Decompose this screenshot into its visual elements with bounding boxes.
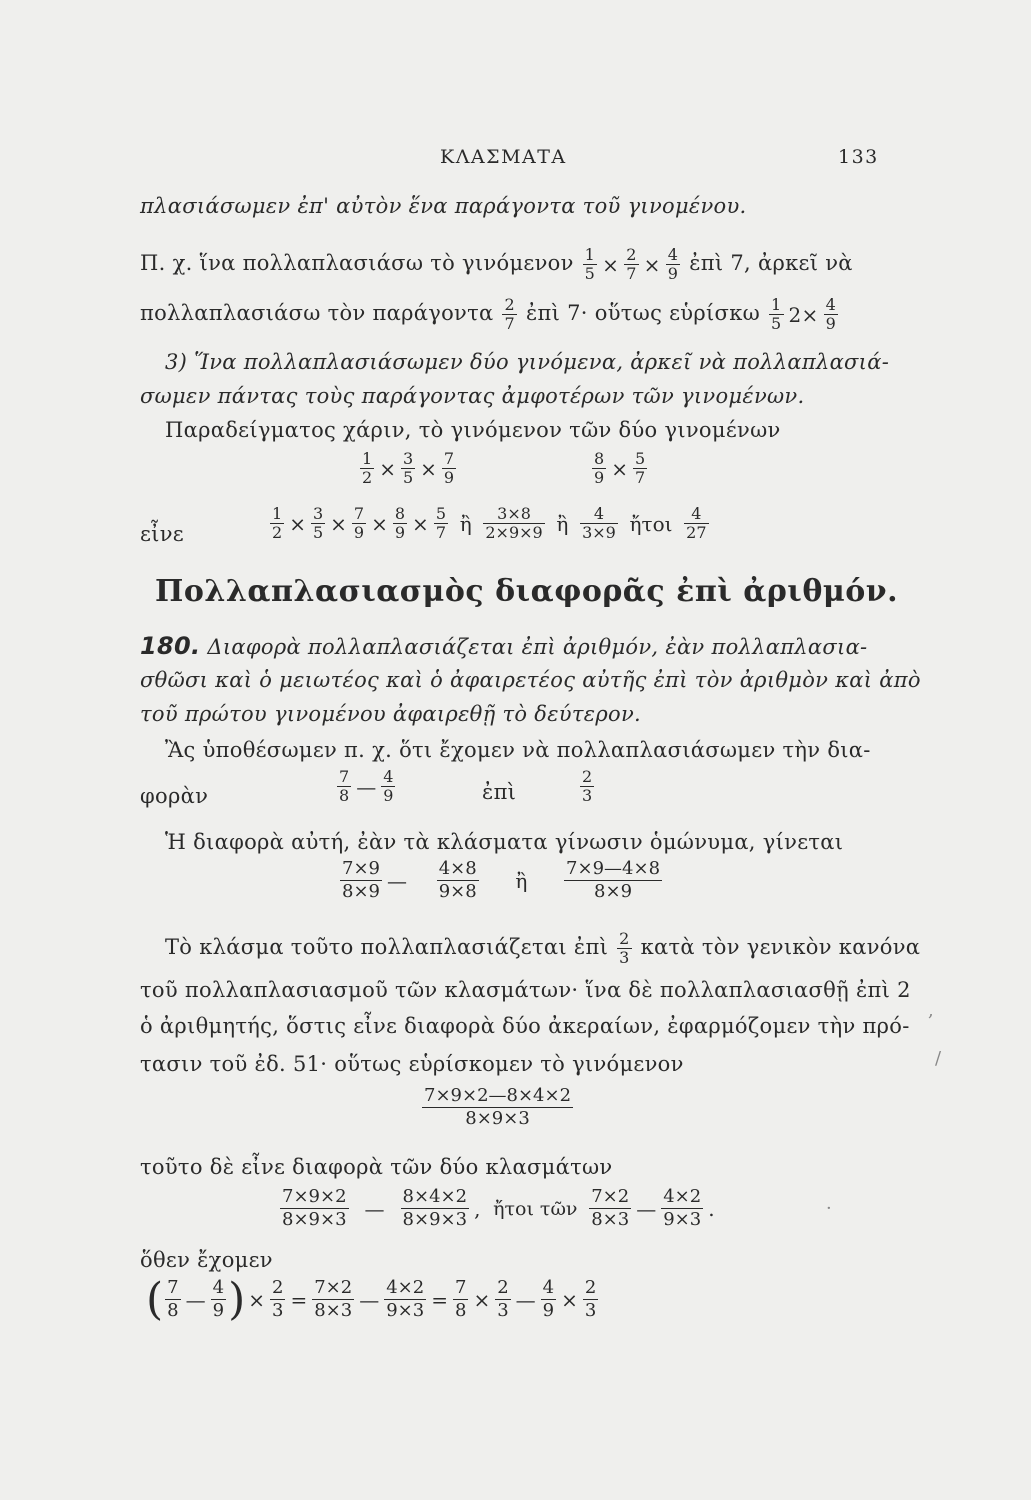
text-line: ὅθεν ἔχομεν — [140, 1248, 273, 1272]
fraction: $\frac{4}{3\times 9}$ — [582, 504, 616, 542]
fraction: $\frac{7}{9}$ — [443, 449, 455, 487]
text-run: κατὰ τὸν γενικὸν κανόνα — [640, 935, 921, 959]
fraction: $\frac{4}{9}$ — [825, 295, 837, 333]
text-line: σθῶσι καὶ ὁ μειωτέος καὶ ὁ ἀφαιρετέος αὐτῆς ἐπὶ τὸν ἀριθμὸν καὶ ἀπὸ — [140, 668, 921, 692]
fraction: $\frac{8\times 4\times 2}{8\times 9\times 3}$ — [402, 1186, 468, 1230]
equation: $\frac{7\times 9}{8\times 9}$ — $\frac{4\times 8}{9\times 8}$ ἢ $\frac{7\times 9—4\times 8}{8\times 9}$ — [342, 858, 661, 902]
fraction: $\frac{1}{5}$ — [771, 295, 782, 333]
fraction: $\frac{7}{8}$ — [167, 1277, 179, 1321]
fraction: $\frac{4}{9}$ — [212, 1277, 225, 1321]
fraction: $\frac{2}{7}$ — [626, 245, 637, 283]
fraction: $\frac{5}{7}$ — [634, 449, 646, 487]
fraction: $\frac{1}{2}$ — [272, 504, 283, 542]
fraction: $\frac{3}{5}$ — [402, 449, 414, 487]
section-heading: Πολλαπλασιασμὸς διαφορᾶς ἐπὶ ἀριθμόν. — [155, 574, 899, 609]
text-line: φορὰν — [140, 784, 209, 808]
section-number: 180. — [140, 632, 201, 660]
text-line: τοῦτο δὲ εἶνε διαφορὰ τῶν δύο κλασμάτων — [140, 1155, 613, 1179]
text-line — [140, 632, 867, 660]
text-run: ἐπὶ — [482, 780, 517, 804]
stray-mark: · — [826, 1198, 832, 1219]
text-line: πολλαπλασιάσω τὸν παράγοντα $\frac{2}{7}$ ἐπὶ 7· οὕτως εὑρίσκω $\frac{1}{5}$ 2× $\frac{4}{9}$ — [140, 295, 837, 333]
fraction: $\frac{4\times 2}{9\times 3}$ — [663, 1186, 702, 1230]
fraction: $\frac{7\times 2}{8\times 3}$ — [591, 1186, 630, 1230]
fraction: $\frac{4\times 2}{9\times 3}$ — [386, 1277, 425, 1321]
product-1: $\frac{1}{2}$ × $\frac{3}{5}$ × $\frac{7}{9}$ — [362, 449, 455, 487]
text-line: τασιν τοῦ ἐδ. 51· οὕτως εὑρίσκομεν τὸ γινόμενον — [140, 1052, 684, 1076]
stray-mark: / — [935, 1048, 942, 1069]
text-line: σωμεν πάντας τοὺς παράγοντας ἀμφοτέρων τῶν γινομένων. — [140, 384, 805, 408]
fraction: $\frac{2}{3}$ — [619, 929, 630, 967]
fraction: $\frac{7\times 9—4\times 8}{8\times 9}$ — [566, 858, 661, 902]
fraction: $\frac{4}{9}$ — [667, 245, 679, 283]
text-line: Ἂς ὑποθέσωμεν π. χ. ὅτι ἔχομεν νὰ πολλαπλασιάσωμεν τὴν δια- — [165, 738, 871, 762]
product-2: $\frac{8}{9}$ × $\frac{5}{7}$ — [594, 449, 646, 487]
fraction: $\frac{4}{9}$ — [383, 767, 394, 805]
text-line — [165, 930, 920, 967]
text-run: Π. χ. ἵνα πολλαπλασιάσω τὸ γινόμενον — [140, 251, 574, 275]
text-run: ἐπὶ 7, ἀρκεῖ νὰ — [689, 251, 853, 275]
running-title: ΚΛΑΣΜΑΤΑ — [440, 146, 567, 168]
text-line: τοῦ πολλαπλασιασμοῦ τῶν κλασμάτων· ἵνα δὲ πολλαπλασιασθῇ ἐπὶ 2 — [140, 978, 911, 1002]
fraction: $\frac{4}{27}$ — [686, 504, 707, 542]
fraction: $\frac{7\times 2}{8\times 3}$ — [314, 1277, 353, 1321]
fraction: $\frac{8}{9}$ — [394, 504, 406, 542]
fraction: $\frac{2}{3}$ — [584, 1277, 597, 1321]
equation: $\frac{7\times 9\times 2}{8\times 9\times 3}$ — $\frac{8\times 4\times 2}{8\times 9\times 3}$ , ἤτοι τῶν $\frac{7\times 2}{8\times 3}$ — $\frac{4\times 2}{9\times 3}$ . — [282, 1186, 715, 1230]
text-line: 3) Ἵνα πολλαπλασιάσωμεν δύο γινόμενα, ἀρκεῖ νὰ πολλαπλασιά- — [165, 350, 890, 374]
text-run: πολλαπλασιάσω τὸν παράγοντα — [140, 301, 494, 325]
text-run: ἐπὶ 7· οὕτως εὑρίσκω — [525, 301, 761, 325]
fraction: $\frac{1}{5}$ — [584, 245, 596, 283]
fraction: $\frac{4}{9}$ — [542, 1277, 555, 1321]
fraction: $\frac{7\times 9\times 2}{8\times 9\times 3}$ — [282, 1186, 347, 1230]
page-number: 133 — [838, 146, 879, 168]
text-line: Ἡ διαφορὰ αὐτή, ἐὰν τὰ κλάσματα γίνωσιν ὁμώνυμα, γίνεται — [165, 830, 844, 854]
fraction: $\frac{2}{3}$ — [272, 1277, 284, 1321]
fraction: $\frac{2}{3}$ — [582, 767, 593, 805]
fraction: $\frac{4\times 8}{9\times 8}$ — [438, 858, 477, 902]
text-line: ὁ ἀριθμητής, ὅστις εἶνε διαφορὰ δύο ἀκεραίων, ἐφαρμόζομεν τὴν πρό- — [140, 1014, 910, 1038]
equation: $\frac{1}{2}$ × $\frac{3}{5}$ × $\frac{7}{9}$ × $\frac{8}{9}$ × $\frac{5}{7}$ ἢ $\frac{3\times 8}{2\times 9\times 9}$ ἢ $\frac{4}{3\times 9}$ ἤτοι $\frac{4}{27}$ — [272, 504, 707, 542]
fraction: $\frac{3\times 8}{2\times 9\times 9}$ — [485, 504, 543, 542]
fraction: $\frac{8}{9}$ — [594, 449, 605, 487]
text-run: Διαφορὰ πολλαπλασιάζεται ἐπὶ ἀριθμόν, ἐὰν πολλαπλασια- — [207, 635, 868, 659]
text-line: πλασιάσωμεν ἐπ' αὐτὸν ἕνα παράγοντα τοῦ γινομένου. — [140, 194, 747, 218]
final-equation: ( $\frac{7}{8}$ — $\frac{4}{9}$ ) × $\frac{2}{3}$ = $\frac{7\times 2}{8\times 3}$ — $\frac{4\times 2}{9\times 3}$ = $\frac{7}{8}$ × $\frac{2}{3}$ — $\frac{4}{9}$ × $\frac{2}{3}$ — [146, 1274, 597, 1325]
fraction: $\frac{7}{8}$ — [455, 1277, 467, 1321]
text-run: Τὸ κλάσμα τοῦτο πολλαπλασιάζεται ἐπὶ — [165, 935, 609, 959]
text-line: τοῦ πρώτου γινομένου ἀφαιρεθῇ τὸ δεύτερον. — [140, 702, 641, 726]
equation — [420, 1085, 575, 1130]
fraction: $\frac{7}{8}$ — [339, 767, 350, 805]
difference: $\frac{7}{8}$ — $\frac{4}{9}$ — [339, 767, 394, 805]
text-line: Π. χ. ἵνα πολλαπλασιάσω τὸ γινόμενον $\frac{1}{5}$ × $\frac{2}{7}$ × $\frac{4}{9}$ ἐπὶ 7, ἀρκεῖ νὰ — [140, 245, 853, 283]
fraction: $\frac{1}{2}$ — [362, 449, 373, 487]
fraction: $\frac{2}{3}$ — [497, 1277, 509, 1321]
fraction: $\frac{7\times 9\times 2—8\times 4\times 2}{8\times 9\times 3}$ — [424, 1085, 572, 1129]
text-line: Παραδείγματος χάριν, τὸ γινόμενον τῶν δύο γινομένων — [165, 418, 781, 442]
fraction: $\frac{7\times 9}{8\times 9}$ — [342, 858, 380, 902]
multiplier — [578, 768, 596, 805]
fraction: $\frac{5}{7}$ — [435, 504, 446, 542]
fraction: $\frac{7}{9}$ — [353, 504, 365, 542]
text-line: εἶνε — [140, 522, 184, 546]
fraction: $\frac{3}{5}$ — [312, 504, 324, 542]
stray-mark: , — [928, 1000, 934, 1021]
fraction: $\frac{2}{7}$ — [504, 295, 515, 333]
